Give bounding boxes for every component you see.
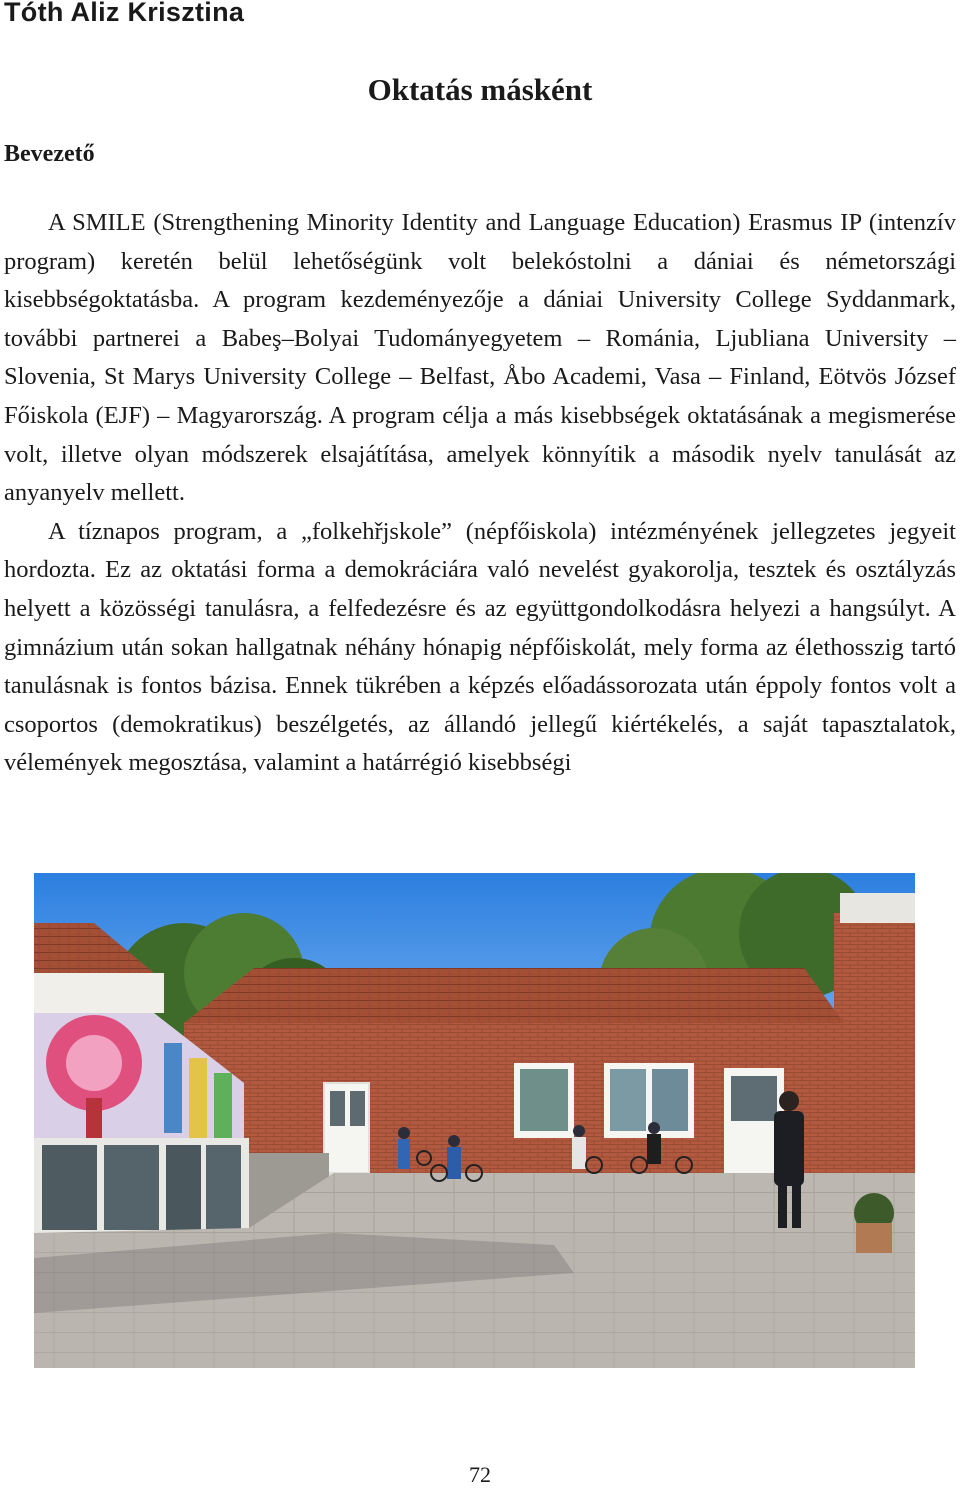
article-title xyxy=(0,72,960,108)
paragraph-1: A SMILE (Strengthening Minority Identity and Language Education) Erasmus IP (intenzív program) keretén belül lehetőségünk volt belekóstolni a dániai és németországi kisebbségoktatásba. A program kezdeményezője a dániai University College Syddanmark, további partnerei a Babeş–Bolyai Tudományegyetem – Románia, Ljubliana University – Slovenia, St Marys University College – Belfast, Åbo Academi, Vasa – Finland, Eötvös József Főiskola (EJF) – Magyarország. A program célja a más kisebbségek oktatásának a megismerése volt, illetve olyan módszerek elsajátítása, amelyek könnyítik a második nyelv tanulását az anyanyelv mellett. xyxy=(4,209,956,507)
main-roof xyxy=(184,968,844,1023)
article-title-text: Oktatás másként xyxy=(367,72,593,107)
plant-pot xyxy=(854,1193,894,1253)
author-name: Tóth Aliz Krisztina xyxy=(4,0,245,27)
section-heading: Bevezető xyxy=(4,141,95,167)
photo-illustration xyxy=(34,873,915,1368)
article-body xyxy=(4,204,956,783)
page-number: 72 xyxy=(469,1462,491,1487)
paragraph-2: A tíznapos program, a „folkehřjskole” (népfőiskola) intézményének jellegzetes jegyeit hordozta. Ez az oktatási forma a demokráciára való nevelést gyakorolja, tesztek és osztályzás helyett a közösségi tanulásra, a felfedezésre és az együttgondolkodásra helyezi a hangsúlyt. A gimnázium után sokan hallgatnak néhány hónapig népfőiskolát, mely forma az élethosszig tartó tanulásnak is fontos bázisa. Ennek tükrében a képzés előadássorozata után éppoly fontos volt a csoportos (demokratikus) beszélgetés, az állandó jellegű kiértékelés, a saját tapasztalatok, vélemények megosztása, valamint a határrégió kisebbségi xyxy=(4,517,956,777)
school-courtyard-photo xyxy=(34,873,915,1368)
